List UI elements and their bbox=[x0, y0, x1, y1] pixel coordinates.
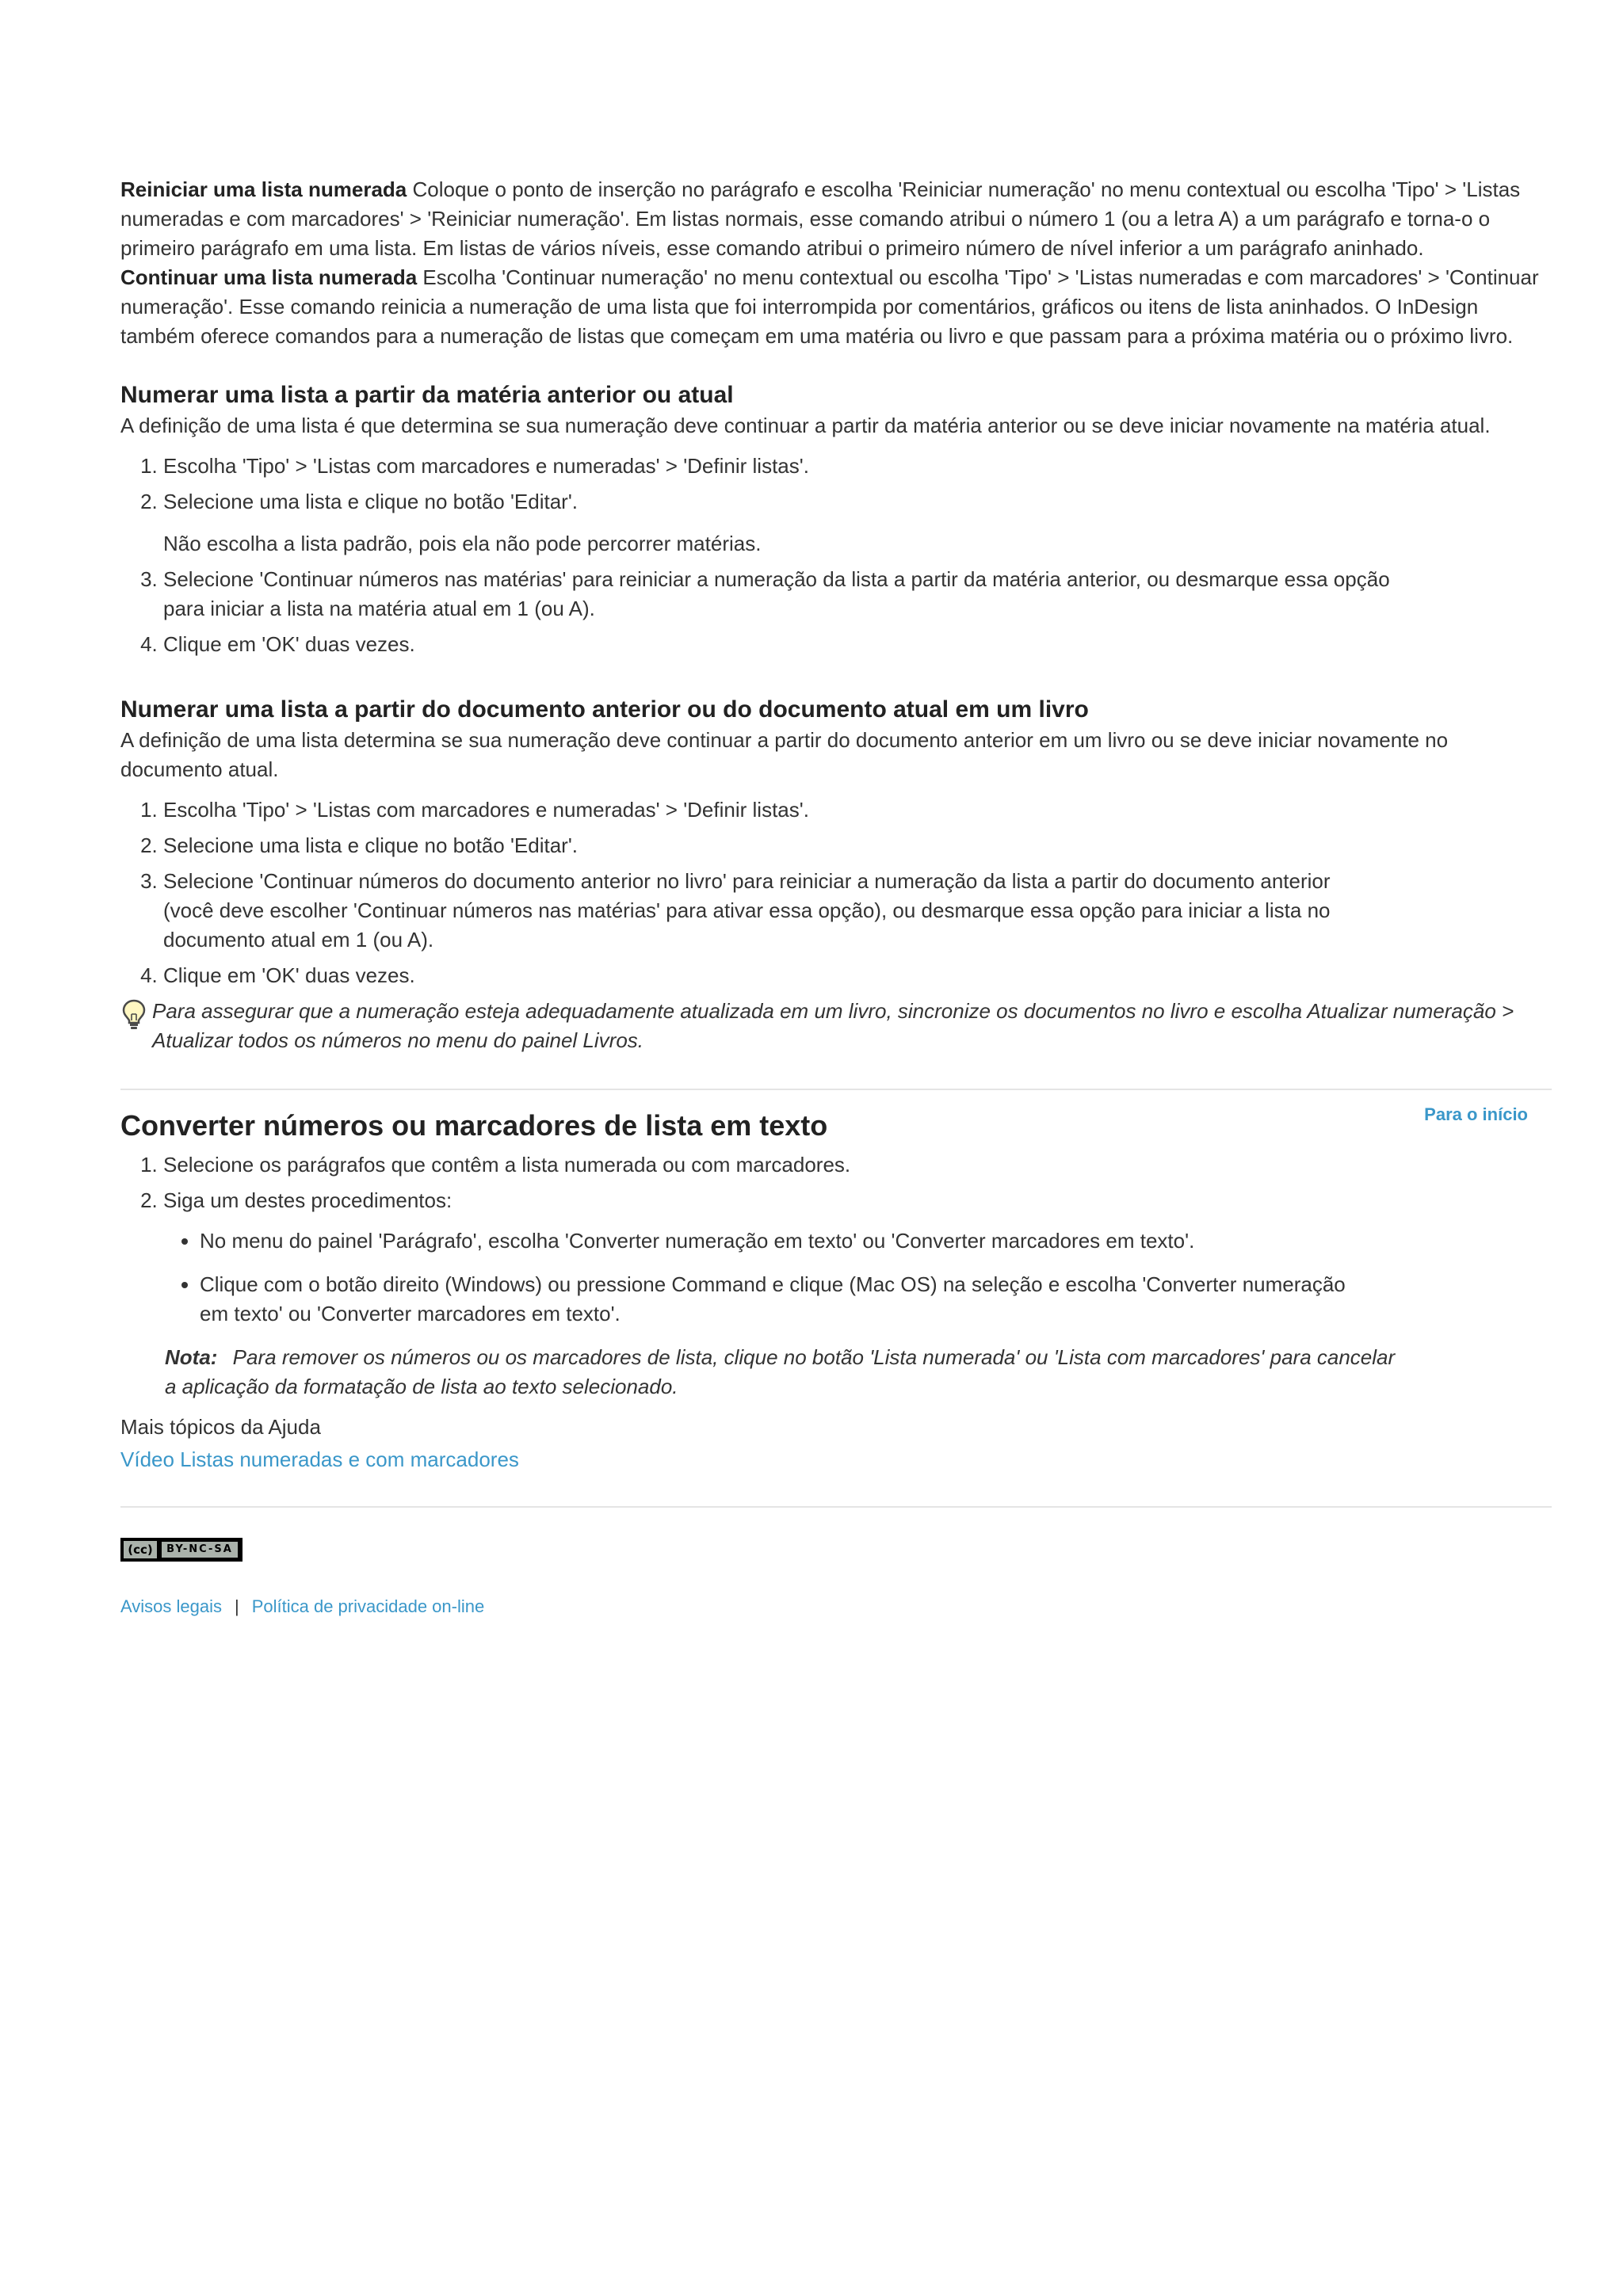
list-item bbox=[163, 1186, 1552, 1329]
reiniciar-text: Coloque o ponto de inserção no parágrafo e escolha 'Reiniciar numeração' no menu contextual ou escolha 'Tipo' > 'Listas numeradas e com marcadores' > 'Reiniciar numeração'. Em listas normais, esse comando atribui o número 1 (ou a letra A) a um parágrafo e torna-o o primeiro parágrafo em uma lista. Em listas de vários níveis, esse comando atribui o primeiro número de nível inferior a um parágrafo aninhado. bbox=[120, 177, 1521, 260]
list-item: 3. Selecione 'Continuar números do documento anterior no livro' para reiniciar a numeração da lista a partir do documento anterior (você deve escolher 'Continuar números nas matérias' para ativar essa opção), ou desmarque essa opção para iniciar a lista no documento atual em 1 (ou A). bbox=[163, 867, 1384, 955]
list-item: 2. Selecione uma lista e clique no botão 'Editar'. bbox=[163, 831, 1552, 860]
continuar-text: Escolha 'Continuar numeração' no menu contextual ou escolha 'Tipo' > 'Listas numeradas e com marcadores' > 'Continuar numeração'. Esse comando reinicia a numeração de uma lista que foi interrompida por comentários, gráficos ou itens de lista aninhados. O InDesign também oferece comandos para a numeração de listas que começam em uma matéria ou livro e que passam para a próxima matéria ou o próximo livro. bbox=[120, 265, 1539, 348]
tip-text: Para assegurar que a numeração esteja adequadamente atualizada em um livro, sincronize os documentos no livro e escolha Atualizar numeração > Atualizar todos os números no menu do painel Livros. bbox=[152, 999, 1514, 1052]
list-item: 3. Selecione 'Continuar números nas matérias' para reiniciar a numeração da lista a partir da matéria anterior, ou desmarque essa opção para iniciar a lista na matéria atual em 1 (ou A). bbox=[163, 565, 1407, 624]
footer-links bbox=[120, 1592, 1552, 1621]
footer-separator: | bbox=[235, 1596, 239, 1616]
list-item: 4. Clique em 'OK' duas vezes. bbox=[163, 630, 1552, 659]
section2-description: A definição de uma lista determina se sua numeração deve continuar a partir do documento anterior em um livro ou se deve iniciar novamente no documento atual. bbox=[120, 728, 1449, 781]
list-item-text: Siga um destes procedimentos: bbox=[163, 1188, 453, 1212]
back-to-top-link[interactable]: Para o início bbox=[1424, 1104, 1528, 1124]
more-topics-label: Mais tópicos da Ajuda bbox=[120, 1415, 321, 1439]
section1-steps bbox=[120, 452, 1552, 659]
list-item: 1. Selecione os parágrafos que contêm a lista numerada ou com marcadores. bbox=[163, 1150, 1552, 1180]
tip-box bbox=[120, 997, 1552, 1055]
procedure-bullets bbox=[163, 1226, 1552, 1329]
list-item-text: Selecione uma lista e clique no botão 'Editar'. bbox=[163, 490, 579, 513]
lightbulb-icon bbox=[120, 998, 147, 1030]
video-link[interactable]: Vídeo Listas numeradas e com marcadores bbox=[120, 1447, 519, 1471]
reiniciar-paragraph bbox=[120, 175, 1552, 263]
list-item: 4. Clique em 'OK' duas vezes. bbox=[163, 961, 1552, 990]
legal-notices-link[interactable]: Avisos legais bbox=[120, 1596, 222, 1616]
cc-logo: (cc) bbox=[124, 1541, 157, 1558]
creative-commons-badge[interactable] bbox=[120, 1538, 242, 1562]
section2-heading: Numerar uma lista a partir do documento anterior ou do documento atual em um livro bbox=[120, 696, 1089, 723]
section1-description: A definição de uma lista é que determina se sua numeração deve continuar a partir da matéria anterior ou se deve iniciar novamente na matéria atual. bbox=[120, 414, 1491, 437]
bullet-item: • No menu do painel 'Parágrafo', escolha 'Converter numeração em texto' ou 'Converter marcadores em texto'. bbox=[200, 1226, 1552, 1256]
list-item: 1. Escolha 'Tipo' > 'Listas com marcadores e numeradas' > 'Definir listas'. bbox=[163, 452, 1552, 481]
section3-steps bbox=[120, 1150, 1552, 1329]
note-text: Para remover os números ou os marcadores de lista, clique no botão 'Lista numerada' ou 'Lista com marcadores' para cancelar a aplicação da formatação de lista ao texto selecionado. bbox=[165, 1345, 1396, 1398]
note-paragraph bbox=[165, 1343, 1401, 1402]
reiniciar-title: Reiniciar uma lista numerada bbox=[120, 177, 407, 201]
step-note: Não escolha a lista padrão, pois ela não pode percorrer matérias. bbox=[163, 532, 762, 555]
list-item bbox=[163, 487, 1552, 559]
continuar-paragraph bbox=[120, 263, 1552, 351]
continuar-title: Continuar uma lista numerada bbox=[120, 265, 418, 289]
bullet-item: • Clique com o botão direito (Windows) ou pressione Command e clique (Mac OS) na seleção e escolha 'Converter numeração em texto' ou 'Converter marcadores em texto'. bbox=[200, 1270, 1349, 1329]
section1-heading: Numerar uma lista a partir da matéria anterior ou atual bbox=[120, 382, 734, 408]
note-label: Nota: bbox=[165, 1345, 218, 1369]
cc-license-label: BY-NC-SA bbox=[162, 1542, 238, 1558]
list-item: 1. Escolha 'Tipo' > 'Listas com marcadores e numeradas' > 'Definir listas'. bbox=[163, 795, 1552, 825]
section3-heading: Converter números ou marcadores de lista em texto bbox=[120, 1109, 828, 1142]
document-content bbox=[120, 175, 1552, 1621]
privacy-policy-link[interactable]: Política de privacidade on-line bbox=[251, 1596, 485, 1616]
section2-steps bbox=[120, 795, 1552, 990]
